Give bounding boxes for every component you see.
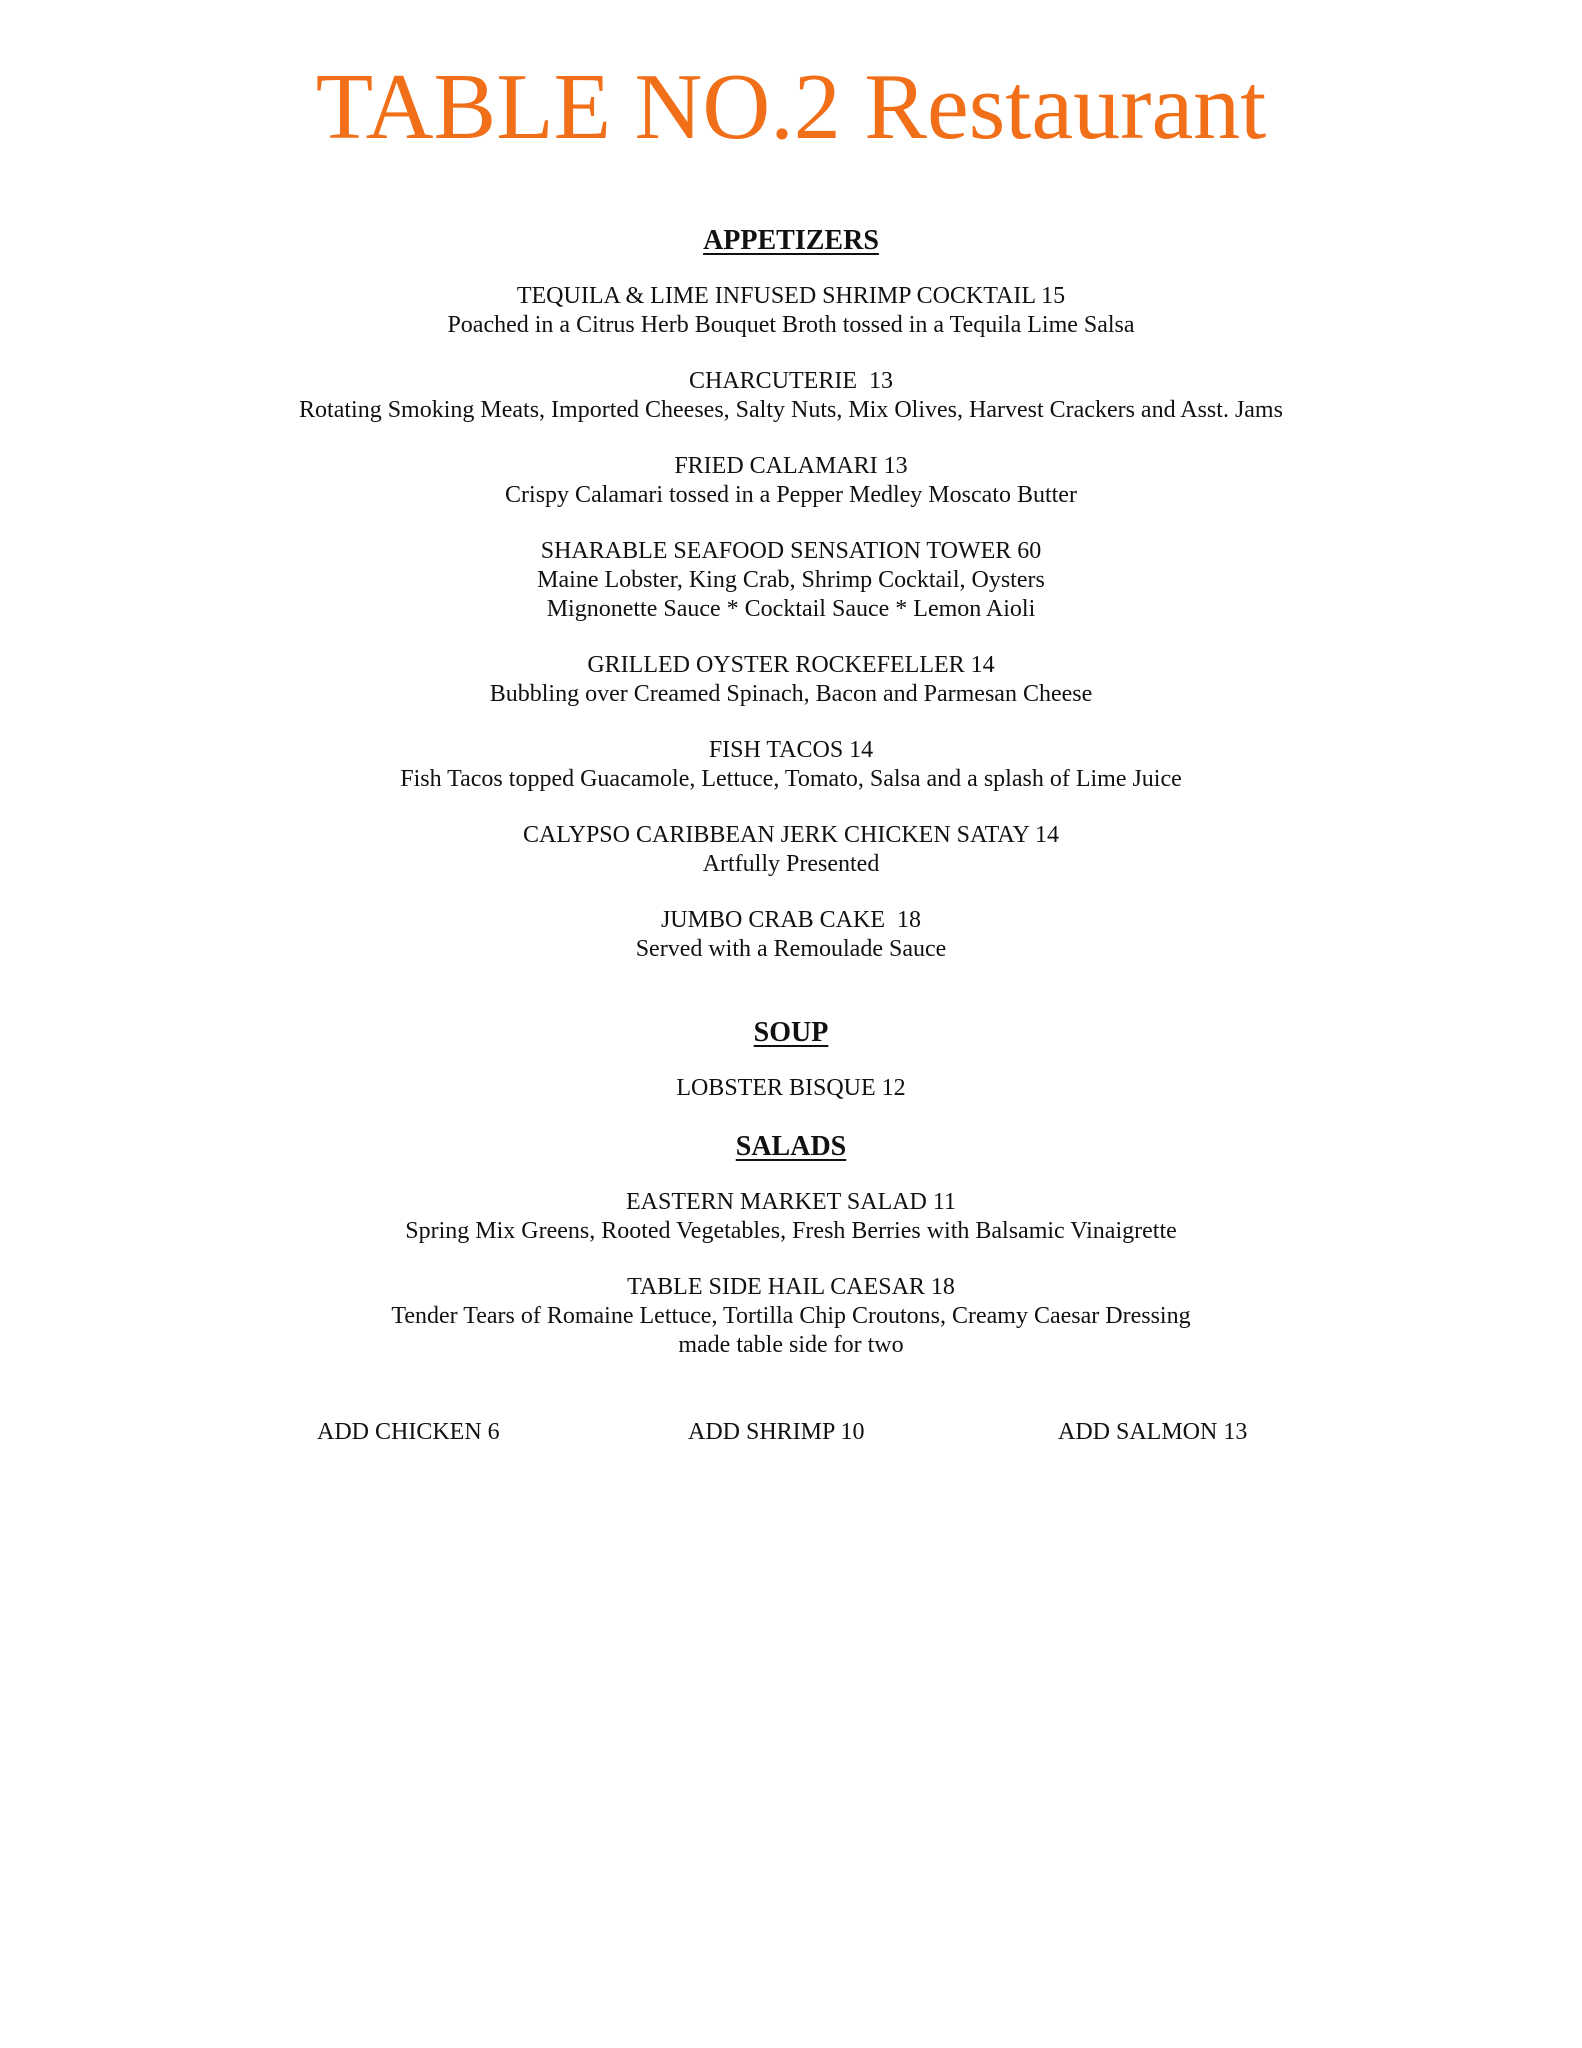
item-description: Fish Tacos topped Guacamole, Lettuce, Tomato, Salsa and a splash of Lime Juice	[400, 766, 1182, 792]
item-name: CHARCUTERIE 13	[689, 368, 893, 394]
item-description: Rotating Smoking Meats, Imported Cheeses, Salty Nuts, Mix Olives, Harvest Crackers and Asst. Jams	[299, 397, 1283, 423]
item-name: JUMBO CRAB CAKE 18	[660, 907, 922, 933]
addon-shrimp: ADD SHRIMP 10	[688, 1419, 865, 1445]
menu-item	[0, 1273, 1582, 1360]
item-name: TABLE SIDE HAIL CAESAR 18	[627, 1274, 955, 1300]
section-heading-salads: SALADS	[735, 1131, 847, 1162]
item-description: Spring Mix Greens, Rooted Vegetables, Fresh Berries with Balsamic Vinaigrette	[405, 1218, 1177, 1244]
item-description: Artfully Presented	[702, 851, 880, 877]
addon-chicken: ADD CHICKEN 6	[317, 1419, 500, 1445]
item-description: made table side for two	[678, 1332, 904, 1358]
item-description: Served with a Remoulade Sauce	[635, 936, 947, 962]
menu-item	[0, 1074, 1582, 1103]
item-description: Crispy Calamari tossed in a Pepper Medley Moscato Butter	[505, 482, 1077, 508]
menu-item	[0, 452, 1582, 510]
menu-content	[0, 224, 1582, 1387]
item-description: Maine Lobster, King Crab, Shrimp Cocktail, Oysters	[537, 567, 1045, 593]
menu-item	[0, 821, 1582, 879]
item-name: CALYPSO CARIBBEAN JERK CHICKEN SATAY 14	[523, 822, 1059, 848]
item-name: GRILLED OYSTER ROCKEFELLER 14	[587, 652, 995, 678]
item-name: TEQUILA & LIME INFUSED SHRIMP COCKTAIL 15	[516, 283, 1066, 309]
item-description: Mignonette Sauce * Cocktail Sauce * Lemon Aioli	[546, 596, 1036, 622]
menu-item	[0, 537, 1582, 624]
addon-salmon: ADD SALMON 13	[1058, 1419, 1248, 1445]
section-heading-appetizers: APPETIZERS	[703, 225, 879, 256]
item-name: FRIED CALAMARI 13	[674, 453, 908, 479]
item-name: FISH TACOS 14	[708, 737, 874, 763]
restaurant-title: TABLE NO.2 Restaurant	[315, 55, 1267, 159]
item-name: SHARABLE SEAFOOD SENSATION TOWER 60	[540, 538, 1042, 564]
section-heading-soup: SOUP	[753, 1017, 829, 1048]
item-description: Bubbling over Creamed Spinach, Bacon and Parmesan Cheese	[489, 681, 1093, 707]
menu-item	[0, 367, 1582, 425]
menu-item	[0, 906, 1582, 964]
menu-item	[0, 1188, 1582, 1246]
item-name: LOBSTER BISQUE 12	[676, 1075, 906, 1101]
item-description: Tender Tears of Romaine Lettuce, Tortilla Chip Croutons, Creamy Caesar Dressing	[391, 1303, 1191, 1329]
item-description: Poached in a Citrus Herb Bouquet Broth tossed in a Tequila Lime Salsa	[447, 312, 1135, 338]
item-name: EASTERN MARKET SALAD 11	[625, 1189, 956, 1215]
menu-item	[0, 736, 1582, 794]
menu-item	[0, 651, 1582, 709]
menu-item	[0, 282, 1582, 340]
